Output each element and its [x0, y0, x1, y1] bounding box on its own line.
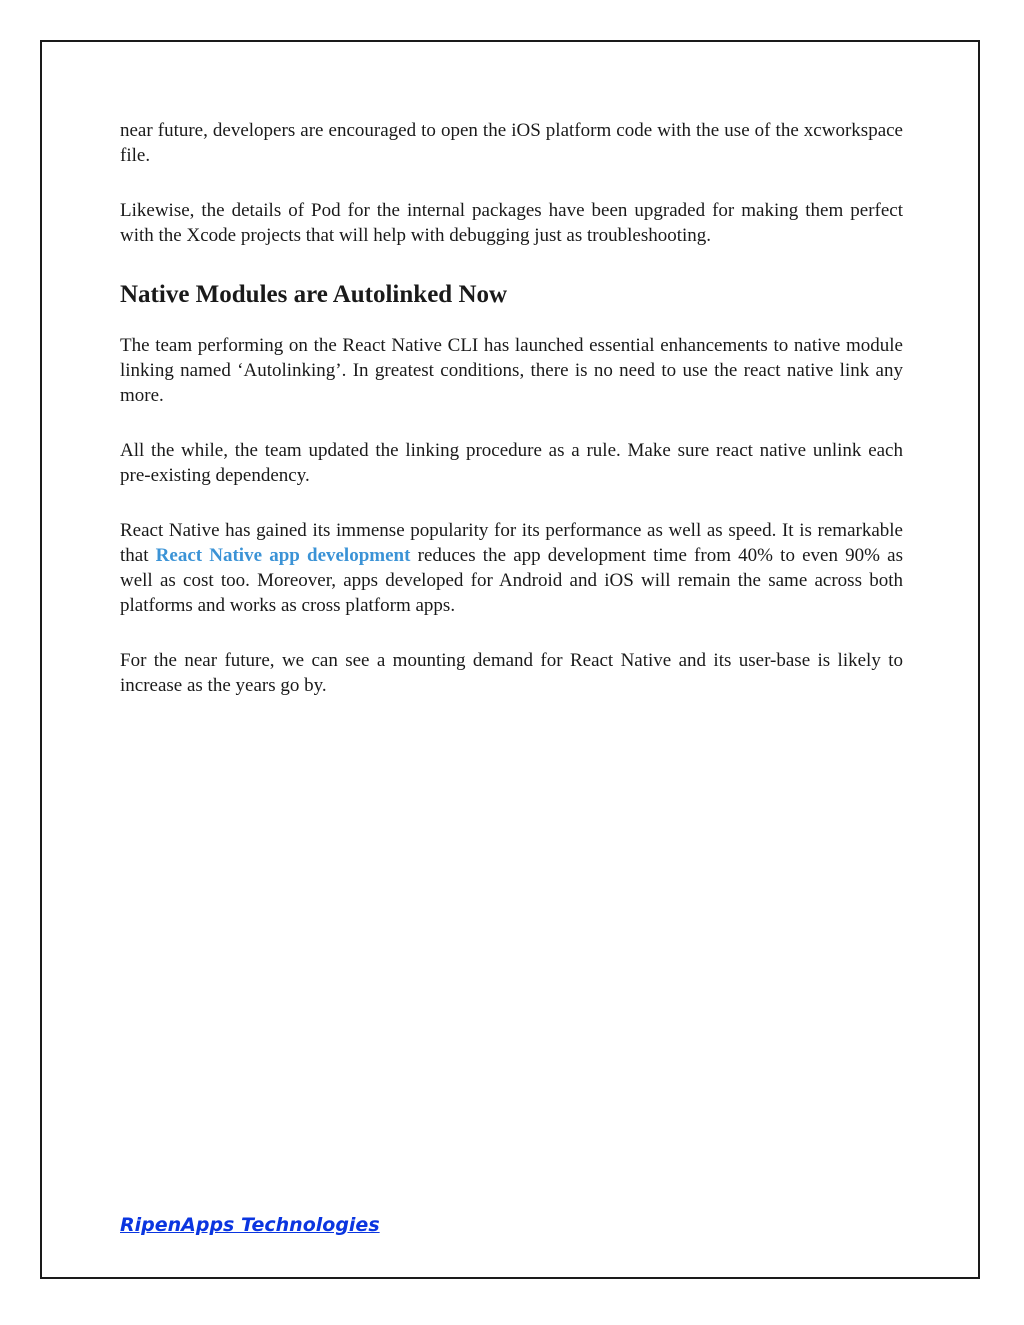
- paragraph-autolinking: The team performing on the React Native CLI has launched essential enhancements to native module linking named ‘Autolinking’. In greatest conditions, there is no need to use the react native link any more.: [120, 335, 903, 406]
- document-body: [120, 118, 903, 698]
- paragraph-popularity: [120, 518, 903, 618]
- react-native-app-development-link[interactable]: React Native app development: [155, 545, 411, 566]
- footer-company-link[interactable]: RipenApps Technologies: [120, 1214, 380, 1236]
- paragraph-near-future: For the near future, we can see a mounting demand for React Native and its user-base is likely to increase as the years go by.: [120, 650, 903, 696]
- paragraph-pod-details: Likewise, the details of Pod for the internal packages have been upgraded for making them perfect with the Xcode projects that will help with debugging just as troubleshooting.: [120, 200, 903, 246]
- section-heading: Native Modules are Autolinked Now: [120, 281, 508, 308]
- paragraph-popularity-text-end: reduces the app development time from 40% to even 90% as well as cost too. Moreover, apps developed for Android and iOS will remain the same across both platforms and works as cross platform apps.: [120, 545, 903, 616]
- paragraph-linking-procedure: All the while, the team updated the linking procedure as a rule. Make sure react native unlink each pre-existing dependency.: [120, 440, 903, 486]
- paragraph-popularity-text-start: React Native has gained its immense popularity for its performance as well as speed. It is remarkable that: [120, 520, 903, 566]
- paragraph-ios-xcworkspace: near future, developers are encouraged to open the iOS platform code with the use of the xcworkspace file.: [120, 120, 903, 166]
